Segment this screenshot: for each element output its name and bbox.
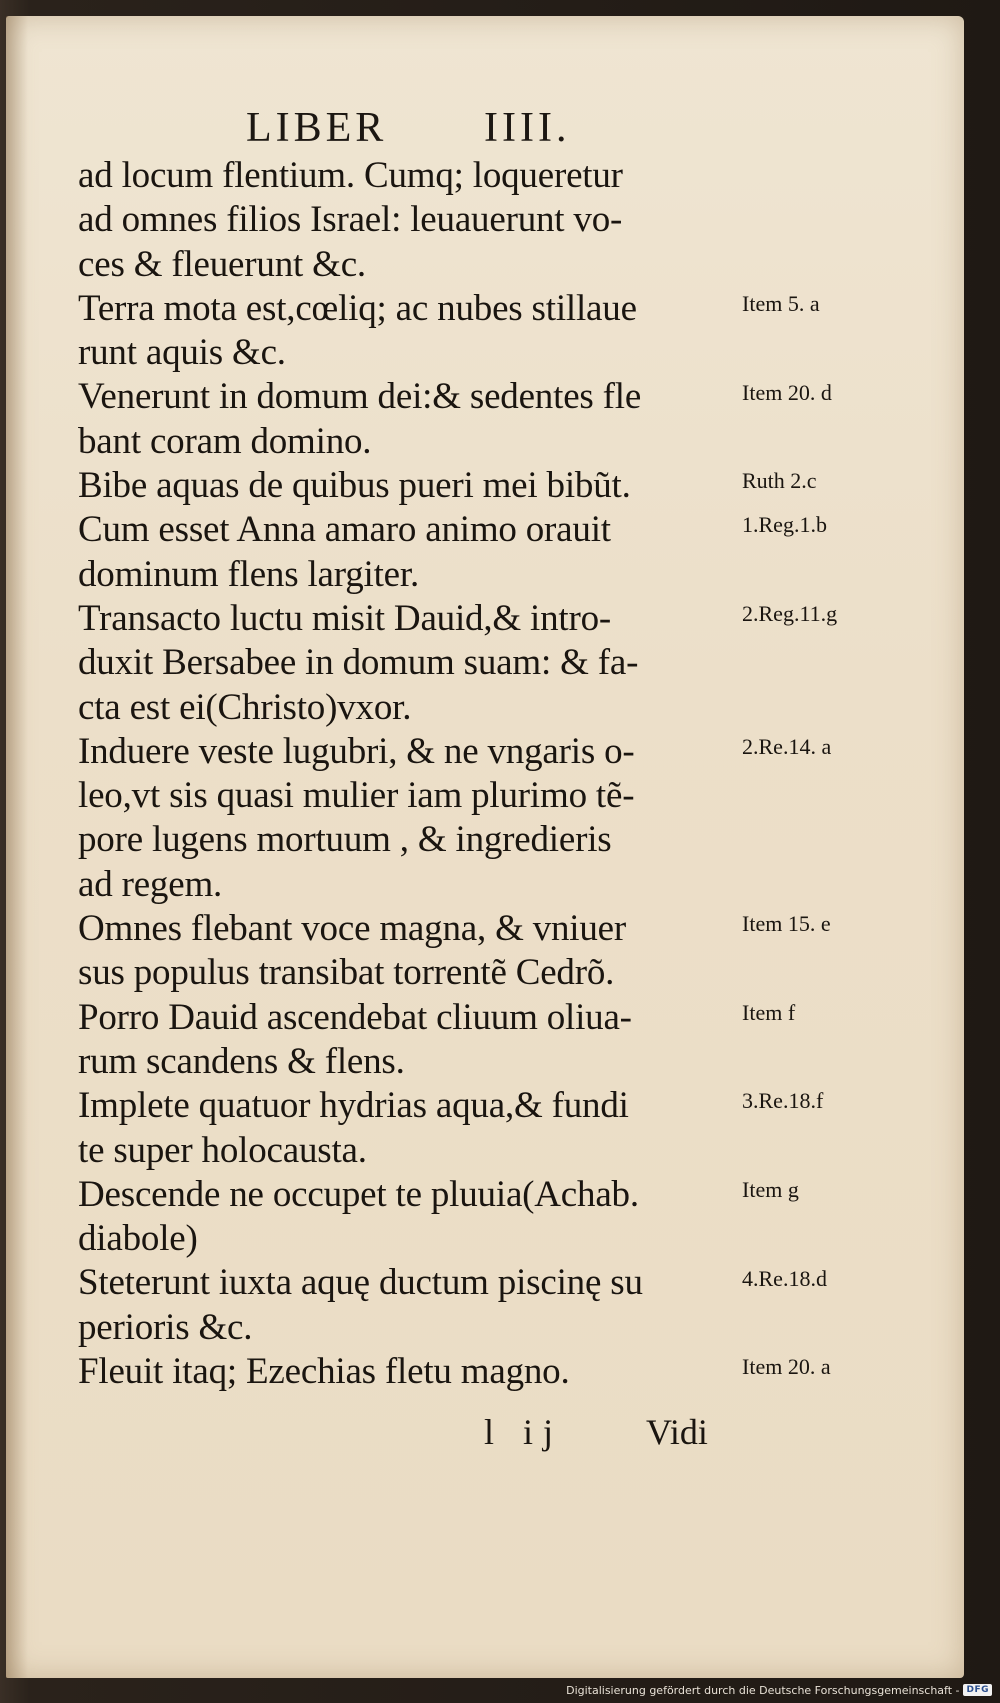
margin-reference: Item 15. e <box>742 911 831 937</box>
signature-mark: l ij <box>484 1412 564 1452</box>
text-line: te super holocausta. <box>78 1129 367 1171</box>
text-line: dominum flens largiter. <box>78 553 420 595</box>
running-header <box>246 104 586 154</box>
margin-reference: Ruth 2.c <box>742 468 817 494</box>
book-page <box>6 16 964 1678</box>
margin-reference: 3.Re.18.f <box>742 1088 824 1114</box>
text-line: duxit Bersabee in domum suam: & fa- <box>78 642 639 684</box>
credit-text: Digitalisierung gefördert durch die Deutsche Forschungsgemeinschaft - <box>566 1683 960 1697</box>
header-book-number: IIII. <box>484 105 571 151</box>
text-line: pore lugens mortuum , & ingredieris <box>78 819 612 861</box>
margin-reference: Item f <box>742 999 796 1025</box>
text-line: Cum esset Anna amaro animo orauit <box>78 509 611 551</box>
text-line: leo,vt sis quasi mulier iam plurimo tẽ- <box>78 775 635 817</box>
text-line: cta est ei(Christo)vxor. <box>78 686 412 728</box>
margin-reference: Item 5. a <box>742 290 820 316</box>
text-line: ad regem. <box>78 863 223 905</box>
catchword: Vidi <box>646 1412 708 1452</box>
margin-reference: 2.Reg.11.g <box>742 601 838 626</box>
text-line: Porro Dauid ascendebat cliuum oliua- <box>78 996 632 1038</box>
text-line: ad omnes filios Israel: leuauerunt vo- <box>78 199 623 241</box>
text-line: bant coram domino. <box>78 420 372 462</box>
margin-reference: 1.Reg.1.b <box>742 512 827 538</box>
dfg-logo: DFG <box>963 1684 992 1696</box>
text-line: Descende ne occupet te pluuia(Achab. <box>78 1173 639 1215</box>
margin-reference: 2.Re.14. a <box>742 733 832 759</box>
page-footer <box>484 1411 744 1455</box>
text-line: Terra mota est,cœliq; ac nubes stillaue <box>78 287 637 329</box>
margin-reference: Item g <box>742 1176 799 1202</box>
text-line: ad locum flentium. Cumq; loqueretur <box>78 155 623 196</box>
text-line: Fleuit itaq; Ezechias fletu magno. <box>78 1351 570 1393</box>
text-line: ces & fleuerunt &c. <box>78 243 366 285</box>
header-word: LIBER <box>246 105 388 151</box>
text-body <box>78 154 738 1434</box>
text-line: Transacto luctu misit Dauid,& intro- <box>78 597 612 639</box>
text-line: Steterunt iuxta aquę ductum piscinę su <box>78 1262 643 1304</box>
margin-reference: Item 20. d <box>742 379 832 405</box>
digitization-credit <box>566 1681 992 1699</box>
margin-reference: Item 20. a <box>742 1354 831 1380</box>
text-line: Induere veste lugubri, & ne vngaris o- <box>78 730 635 772</box>
text-line: Omnes flebant voce magna, & vniuer <box>78 908 627 950</box>
text-line: rum scandens & flens. <box>78 1040 405 1082</box>
margin-reference: 4.Re.18.d <box>742 1265 827 1291</box>
text-line: runt aquis &c. <box>78 332 286 374</box>
text-line: diabole) <box>78 1218 198 1260</box>
text-line: perioris &c. <box>78 1306 253 1348</box>
margin-references <box>742 154 892 1434</box>
text-line: Implete quatuor hydrias aqua,& fundi <box>78 1085 629 1127</box>
text-line: Venerunt in domum dei:& sedentes fle <box>78 376 642 418</box>
text-line: Bibe aquas de quibus pueri mei bibũt. <box>78 465 631 507</box>
text-line: sus populus transibat torrentẽ Cedrõ. <box>78 952 615 994</box>
